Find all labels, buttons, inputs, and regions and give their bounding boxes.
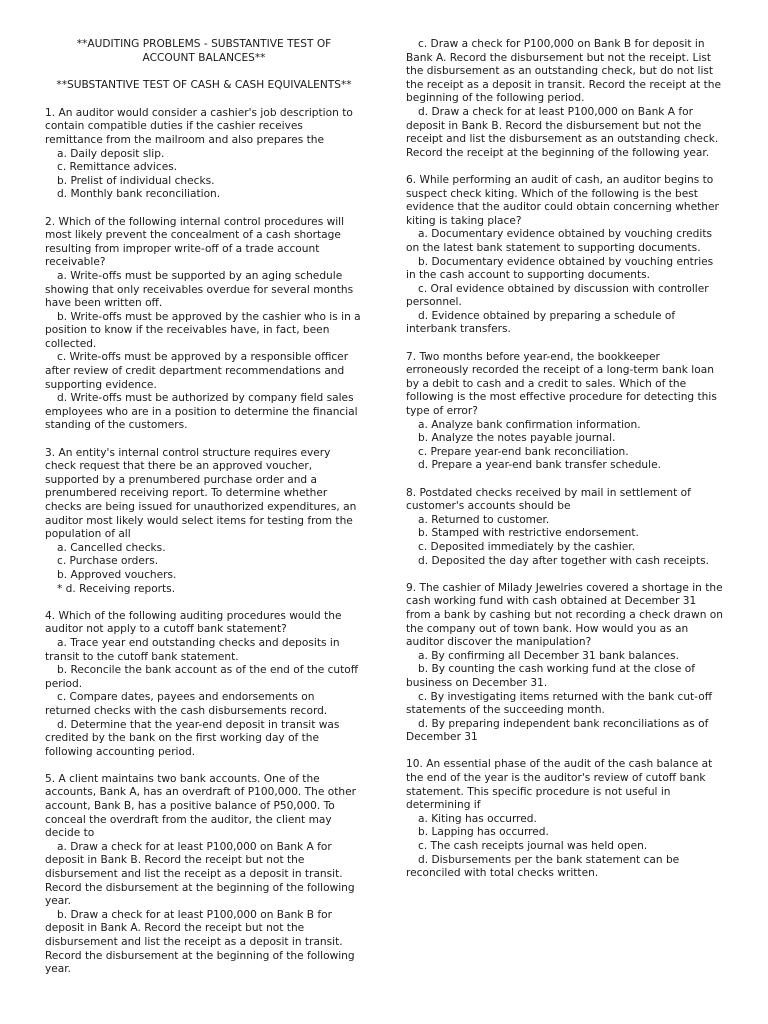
question-stem: 5. A client maintains two bank accounts. One of the accounts, Bank A, has an overdraft of P100,000. The other account, Bank B, has a positive balance of P50,000. To conceal the overdraft from the auditor, the client may decide to (45, 772, 356, 840)
option: c. Oral evidence obtained by discussion with controller personnel. (406, 282, 709, 309)
option: b. Analyze the notes payable journal. (418, 432, 616, 445)
option: d. Monthly bank reconciliation. (57, 188, 221, 201)
option: b. By counting the cash working fund at the close of business on December 31. (406, 663, 695, 689)
question-10 (406, 758, 724, 880)
question-3 (45, 447, 363, 597)
option: c. Purchase orders. (57, 555, 159, 568)
question-8 (406, 487, 724, 569)
option: c. Remittance advices. (57, 161, 178, 174)
option: d. Deposited the day after together with cash receipts. (418, 554, 710, 567)
option: d. Prepare a year-end bank transfer schedule. (418, 459, 661, 472)
document-title-line-2: ACCOUNT BALANCES** (142, 51, 266, 64)
question-7 (406, 351, 724, 473)
option: d. Determine that the year-end deposit in transit was credited by the bank on the first working day of the following accounting period. (45, 718, 340, 758)
question-stem: 8. Postdated checks received by mail in settlement of customer's accounts should be (406, 486, 691, 513)
option: a. Kiting has occurred. (418, 812, 537, 825)
option: b. Lapping has occurred. (418, 826, 549, 839)
question-1 (45, 107, 363, 202)
question-stem: 10. An essential phase of the audit of the cash balance at the end of the year is the auditor's review of cutoff bank statement. This specific procedure is not useful in determining if (406, 758, 713, 812)
question-5-continued (406, 38, 724, 160)
question-stem: 6. While performing an audit of cash, an auditor begins to suspect check kiting. Which of the following is the best evidence that the auditor could obtain concerning whether kiting is taking place? (406, 173, 719, 227)
question-stem: 3. An entity's internal control structure requires every check request that there be an approved voucher, supported by a prenumbered purchase order and a prenumbered receiving report. To determine whether checks are being issued for unauthorized expenditures, an auditor most likely would select items for testing from the population of all (45, 446, 357, 541)
option: d. Disbursements per the bank statement can be reconciled with total checks written. (406, 853, 680, 880)
question-stem: 2. Which of the following internal control procedures will most likely prevent the concealment of a cash shortage resulting from improper write-off of a trade account receivable? (45, 215, 345, 269)
option: * d. Receiving reports. (57, 582, 176, 595)
option: b. Write-offs must be approved by the cashier who is in a position to know if the receivables have, in fact, been collected. (45, 310, 361, 350)
question-2 (45, 216, 363, 434)
question-stem: 7. Two months before year-end, the bookkeeper erroneously recorded the receipt of a long-term bank loan by a debit to cash and a credit to sales. Which of the following is the most effective procedure for detecting this type of error? (406, 350, 717, 418)
question-9 (406, 582, 724, 745)
option: c. Deposited immediately by the cashier. (418, 540, 636, 553)
right-column (406, 38, 724, 894)
document-title-line-1: **AUDITING PROBLEMS - SUBSTANTIVE TEST OF (76, 38, 332, 50)
option: d. By preparing independent bank reconciliations as of December 31 (406, 717, 709, 744)
option: c. Prepare year-end bank reconciliation. (418, 445, 629, 458)
option: c. Draw a check for P100,000 on Bank B for deposit in Bank A. Record the disbursement but not the receipt. List the disbursement as an outstanding check, but do not list the receipt as a deposit in transit. Record the receipt at the beginning of the following period. (406, 38, 721, 105)
option: a. Analyze bank confirmation information. (418, 418, 641, 431)
option: a. Daily deposit slip. (57, 147, 165, 160)
question-6 (406, 174, 724, 337)
option: a. By confirming all December 31 bank balances. (418, 649, 679, 662)
option: b. Stamped with restrictive endorsement. (418, 527, 639, 540)
option: c. By investigating items returned with the bank cut-off statements of the succeeding month. (406, 690, 712, 717)
question-5 (45, 773, 363, 977)
question-stem: 4. Which of the following auditing procedures would the auditor not apply to a cutoff bank statement? (45, 609, 342, 636)
option: a. Trace year end outstanding checks and deposits in transit to the cutoff bank statement. (45, 636, 340, 663)
option: d. Evidence obtained by preparing a schedule of interbank transfers. (406, 309, 676, 336)
option: c. Write-offs must be approved by a responsible officer after review of credit department recommendations and supporting evidence. (45, 351, 349, 391)
option: b. Documentary evidence obtained by vouching entries in the cash account to supporting documents. (406, 255, 714, 282)
option: b. Approved vouchers. (57, 568, 177, 581)
option: b. Draw a check for at least P100,000 on Bank B for deposit in Bank A. Record the receipt but not the disbursement and list the receipt as a deposit in transit. Record the disbursement at the beginning of the following year. (45, 908, 355, 976)
option: b. Reconcile the bank account as of the end of the cutoff period. (45, 664, 359, 690)
question-stem: 9. The cashier of Milady Jewelries covered a shortage in the cash working fund with cash obtained at December 31 from a bank by cashing but not recording a check drawn on the company out of town bank. How would you as an auditor discover the manipulation? (406, 581, 723, 649)
option: c. Compare dates, payees and endorsements on returned checks with the cash disbursements record. (45, 691, 328, 717)
option: a. Returned to customer. (418, 513, 550, 526)
option: a. Write-offs must be supported by an aging schedule showing that only receivables overdue for several months have been written off. (45, 269, 354, 310)
option: d. Draw a check for at least P100,000 on Bank A for deposit in Bank B. Record the disbursement but not the receipt and list the disbursement as an outstanding check. Record the receipt at the beginning of the following year. (406, 105, 719, 159)
question-4 (45, 610, 363, 760)
question-stem: 1. An auditor would consider a cashier's job description to contain compatible duties if the cashier receives remittance from the mailroom and also prepares the (45, 106, 353, 146)
section-subtitle: **SUBSTANTIVE TEST OF CASH & CASH EQUIVALENTS** (56, 79, 352, 92)
option: a. Cancelled checks. (57, 541, 166, 554)
option: c. The cash receipts journal was held open. (418, 840, 648, 853)
option: a. Documentary evidence obtained by vouching credits on the latest bank statement to supporting documents. (406, 228, 713, 254)
option: d. Write-offs must be authorized by company field sales employees who are in a position to determine the financial standing of the customers. (45, 392, 358, 432)
left-column (45, 38, 363, 990)
option: b. Prelist of individual checks. (57, 174, 215, 187)
option: a. Draw a check for at least P100,000 on Bank A for deposit in Bank B. Record the receipt but not the disbursement and list the receipt as a deposit in transit. Record the disbursement at the beginning of the following year. (45, 840, 355, 908)
